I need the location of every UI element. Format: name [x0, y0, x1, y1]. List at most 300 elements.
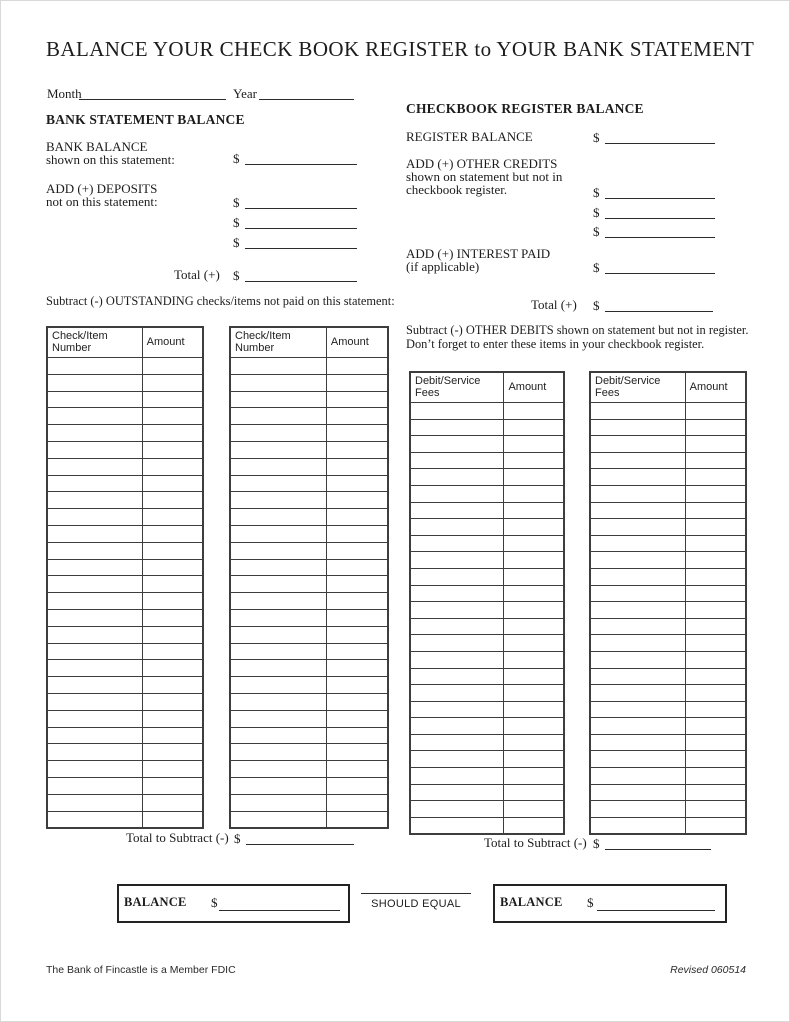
table-cell[interactable] [590, 602, 685, 619]
table-cell[interactable] [504, 651, 564, 668]
month-input-line[interactable] [79, 99, 226, 100]
table-cell[interactable] [326, 542, 388, 559]
other-credit-field-1[interactable] [593, 184, 715, 199]
table-cell[interactable] [47, 408, 142, 425]
dollar-sign: $ [233, 151, 240, 166]
table-cell[interactable] [47, 475, 142, 492]
table-cell[interactable] [504, 618, 564, 635]
table-cell[interactable] [326, 509, 388, 526]
table-row [590, 403, 746, 420]
table-row [230, 542, 388, 559]
table-cell[interactable] [230, 509, 326, 526]
table-cell[interactable] [142, 794, 203, 811]
table-row [230, 710, 388, 727]
table-header-row [590, 372, 746, 403]
table-cell[interactable] [326, 727, 388, 744]
table-cell[interactable] [230, 794, 326, 811]
table-cell[interactable] [504, 469, 564, 486]
other-debits-note-line2: Don’t forget to enter these items in your checkbook register. [406, 337, 705, 351]
table-cell[interactable] [230, 559, 326, 576]
table-cell[interactable] [590, 784, 685, 801]
deposits-label-line1: ADD (+) DEPOSITS [46, 181, 158, 196]
table-cell[interactable] [47, 643, 142, 660]
table-cell[interactable] [590, 535, 685, 552]
table-cell[interactable] [410, 718, 504, 735]
table-cell[interactable] [590, 419, 685, 436]
table-cell[interactable] [47, 559, 142, 576]
bank-balance-result-box [117, 884, 350, 923]
table-cell[interactable] [410, 801, 504, 818]
table-row [590, 535, 746, 552]
table-cell[interactable] [410, 768, 504, 785]
table-row [47, 374, 203, 391]
table-cell[interactable] [504, 751, 564, 768]
other-credit-field-3[interactable] [593, 223, 715, 238]
table-cell[interactable] [590, 651, 685, 668]
table-cell[interactable] [504, 768, 564, 785]
table-cell[interactable] [142, 677, 203, 694]
table-cell[interactable] [504, 602, 564, 619]
deposits-label-line2: not on this statement: [46, 194, 158, 209]
table-cell[interactable] [410, 734, 504, 751]
table-cell[interactable] [47, 727, 142, 744]
table-cell[interactable] [230, 425, 326, 442]
balance-input-line[interactable] [219, 910, 340, 911]
table-row [590, 768, 746, 785]
table-row [410, 768, 564, 785]
table-cell[interactable] [504, 452, 564, 469]
table-cell[interactable] [326, 660, 388, 677]
table-cell[interactable] [410, 602, 504, 619]
table-cell[interactable] [142, 475, 203, 492]
table-cell[interactable] [326, 475, 388, 492]
table-cell[interactable] [230, 626, 326, 643]
table-cell[interactable] [590, 403, 685, 420]
table-cell[interactable] [326, 593, 388, 610]
table-cell[interactable] [326, 761, 388, 778]
table-cell[interactable] [504, 403, 564, 420]
table-cell[interactable] [326, 358, 388, 375]
table-cell[interactable] [142, 643, 203, 660]
table-cell[interactable] [410, 817, 504, 834]
dollar-sign: $ [593, 298, 600, 313]
table-cell[interactable] [326, 492, 388, 509]
dollar-sign: $ [593, 130, 600, 145]
table-row [47, 677, 203, 694]
dollar-sign: $ [233, 268, 240, 283]
table-cell[interactable] [142, 425, 203, 442]
table-cell[interactable] [47, 441, 142, 458]
year-label: Year [233, 86, 257, 101]
table-cell[interactable] [685, 502, 746, 519]
table-cell[interactable] [504, 535, 564, 552]
table-cell[interactable] [142, 744, 203, 761]
table-row [590, 701, 746, 718]
table-cell[interactable] [590, 701, 685, 718]
table-cell[interactable] [590, 768, 685, 785]
table-cell[interactable] [230, 761, 326, 778]
table-cell[interactable] [685, 519, 746, 536]
table-cell[interactable] [230, 660, 326, 677]
checkbook-register-heading: CHECKBOOK REGISTER BALANCE [406, 101, 644, 116]
table-row [47, 609, 203, 626]
table-row [410, 568, 564, 585]
table-cell[interactable] [326, 609, 388, 626]
bank-total-subtract-field[interactable] [234, 830, 354, 845]
table-cell[interactable] [685, 618, 746, 635]
table-cell[interactable] [504, 801, 564, 818]
table-cell[interactable] [590, 817, 685, 834]
table-row [410, 535, 564, 552]
table-cell[interactable] [47, 525, 142, 542]
table-row [230, 609, 388, 626]
table-cell[interactable] [230, 777, 326, 794]
table-cell[interactable] [326, 626, 388, 643]
table-cell[interactable] [326, 576, 388, 593]
table-row [410, 585, 564, 602]
table-cell[interactable] [230, 643, 326, 660]
table-cell[interactable] [504, 485, 564, 502]
dollar-sign: $ [211, 895, 218, 910]
service-fees-table-1 [409, 371, 565, 835]
table-cell[interactable] [326, 458, 388, 475]
table-cell[interactable] [410, 751, 504, 768]
table-cell[interactable] [230, 358, 326, 375]
table-cell[interactable] [504, 519, 564, 536]
table-cell[interactable] [504, 784, 564, 801]
table-cell[interactable] [47, 509, 142, 526]
table-cell[interactable] [326, 794, 388, 811]
table-cell[interactable] [326, 391, 388, 408]
year-input-line[interactable] [259, 99, 354, 100]
table-cell[interactable] [326, 677, 388, 694]
table-cell[interactable] [685, 817, 746, 834]
register-balance-field[interactable] [593, 129, 715, 144]
table-cell[interactable] [685, 452, 746, 469]
table-cell[interactable] [142, 576, 203, 593]
table-cell[interactable] [142, 458, 203, 475]
table-cell[interactable] [142, 509, 203, 526]
table-cell[interactable] [326, 525, 388, 542]
table-cell[interactable] [590, 734, 685, 751]
input-line [246, 831, 355, 845]
table-row [230, 525, 388, 542]
table-cell[interactable] [410, 419, 504, 436]
table-cell[interactable] [410, 403, 504, 420]
table-cell[interactable] [590, 718, 685, 735]
table-row [230, 660, 388, 677]
input-line [605, 130, 716, 144]
table-cell[interactable] [142, 710, 203, 727]
table-cell[interactable] [230, 593, 326, 610]
table-cell[interactable] [142, 626, 203, 643]
table-cell[interactable] [685, 436, 746, 453]
table-cell[interactable] [590, 685, 685, 702]
deposit-field-1[interactable] [233, 194, 357, 209]
table-cell[interactable] [47, 358, 142, 375]
table-cell[interactable] [47, 626, 142, 643]
table-cell[interactable] [504, 701, 564, 718]
table-cell[interactable] [230, 391, 326, 408]
table-cell[interactable] [590, 668, 685, 685]
table-cell[interactable] [326, 777, 388, 794]
table-cell[interactable] [142, 593, 203, 610]
table-cell[interactable] [504, 585, 564, 602]
table-row [590, 585, 746, 602]
table-cell[interactable] [230, 374, 326, 391]
table-cell[interactable] [142, 811, 203, 828]
input-line [245, 268, 358, 282]
table-cell[interactable] [230, 727, 326, 744]
table-cell[interactable] [685, 768, 746, 785]
table-cell[interactable] [410, 668, 504, 685]
table-cell[interactable] [326, 559, 388, 576]
table-cell[interactable] [230, 609, 326, 626]
table-cell[interactable] [685, 552, 746, 569]
table-cell[interactable] [685, 485, 746, 502]
table-cell[interactable] [326, 425, 388, 442]
table-cell[interactable] [230, 710, 326, 727]
table-cell[interactable] [142, 358, 203, 375]
table-cell[interactable] [142, 693, 203, 710]
table-row [410, 734, 564, 751]
table-cell[interactable] [410, 485, 504, 502]
input-line [605, 185, 716, 199]
table-row [230, 643, 388, 660]
table-cell[interactable] [47, 710, 142, 727]
table-cell[interactable] [590, 519, 685, 536]
table-cell[interactable] [47, 458, 142, 475]
interest-paid-label-line1: ADD (+) INTEREST PAID [406, 246, 551, 261]
table-cell[interactable] [590, 552, 685, 569]
register-total-subtract-field[interactable] [593, 835, 711, 850]
table-cell[interactable] [47, 425, 142, 442]
table-cell[interactable] [230, 492, 326, 509]
table-cell[interactable] [685, 734, 746, 751]
table-cell[interactable] [326, 811, 388, 828]
table-cell[interactable] [685, 419, 746, 436]
table-cell[interactable] [590, 618, 685, 635]
table-row [230, 425, 388, 442]
table-cell[interactable] [230, 677, 326, 694]
table-cell[interactable] [47, 660, 142, 677]
table-row [410, 635, 564, 652]
input-line [245, 235, 358, 249]
table-cell[interactable] [504, 436, 564, 453]
table-cell[interactable] [504, 685, 564, 702]
table-cell[interactable] [47, 777, 142, 794]
table-row [590, 519, 746, 536]
table-row [230, 374, 388, 391]
table-cell[interactable] [47, 693, 142, 710]
table-row [590, 602, 746, 619]
table-cell[interactable] [142, 761, 203, 778]
table-cell[interactable] [410, 685, 504, 702]
table-cell[interactable] [47, 677, 142, 694]
table-cell[interactable] [326, 710, 388, 727]
table-cell[interactable] [142, 777, 203, 794]
table-cell[interactable] [685, 701, 746, 718]
check-item-number-header: Check/Item Number [230, 327, 326, 358]
table-cell[interactable] [142, 609, 203, 626]
table-cell[interactable] [47, 609, 142, 626]
table-cell[interactable] [685, 585, 746, 602]
table-cell[interactable] [410, 535, 504, 552]
table-row [47, 710, 203, 727]
table-row [410, 485, 564, 502]
table-cell[interactable] [410, 784, 504, 801]
table-cell[interactable] [142, 492, 203, 509]
table-cell[interactable] [685, 635, 746, 652]
table-cell[interactable] [504, 734, 564, 751]
table-cell[interactable] [504, 635, 564, 652]
table-cell[interactable] [504, 568, 564, 585]
table-cell[interactable] [504, 817, 564, 834]
table-row [230, 475, 388, 492]
table-cell[interactable] [685, 668, 746, 685]
table-cell[interactable] [230, 744, 326, 761]
table-cell[interactable] [142, 525, 203, 542]
table-cell[interactable] [230, 475, 326, 492]
table-cell[interactable] [685, 718, 746, 735]
table-cell[interactable] [590, 751, 685, 768]
table-cell[interactable] [142, 441, 203, 458]
table-row [410, 436, 564, 453]
table-row [47, 391, 203, 408]
table-cell[interactable] [590, 436, 685, 453]
table-cell[interactable] [685, 751, 746, 768]
bank-balance-field[interactable] [233, 150, 357, 165]
table-cell[interactable] [504, 718, 564, 735]
bank-balance-label-line2: shown on this statement: [46, 152, 175, 167]
table-cell[interactable] [142, 559, 203, 576]
table-cell[interactable] [230, 576, 326, 593]
dollar-sign: $ [233, 215, 240, 230]
table-cell[interactable] [685, 651, 746, 668]
table-cell[interactable] [326, 744, 388, 761]
table-cell[interactable] [230, 441, 326, 458]
balance-input-line[interactable] [597, 910, 715, 911]
table-row [47, 744, 203, 761]
table-cell[interactable] [590, 469, 685, 486]
table-cell[interactable] [685, 784, 746, 801]
table-cell[interactable] [504, 552, 564, 569]
table-cell[interactable] [685, 568, 746, 585]
interest-paid-field[interactable] [593, 259, 715, 274]
dollar-sign: $ [233, 235, 240, 250]
table-row [410, 668, 564, 685]
table-cell[interactable] [142, 374, 203, 391]
table-cell[interactable] [230, 525, 326, 542]
table-cell[interactable] [410, 585, 504, 602]
table-cell[interactable] [504, 502, 564, 519]
table-cell[interactable] [685, 685, 746, 702]
table-cell[interactable] [590, 502, 685, 519]
table-row [230, 626, 388, 643]
deposit-field-3[interactable] [233, 234, 357, 249]
table-cell[interactable] [685, 535, 746, 552]
deposit-field-2[interactable] [233, 214, 357, 229]
table-cell[interactable] [590, 585, 685, 602]
table-cell[interactable] [142, 542, 203, 559]
table-cell[interactable] [326, 693, 388, 710]
table-cell[interactable] [230, 693, 326, 710]
table-cell[interactable] [685, 602, 746, 619]
bank-statement-heading: BANK STATEMENT BALANCE [46, 112, 245, 127]
table-cell[interactable] [47, 576, 142, 593]
bank-total-label: Total (+) [174, 267, 220, 282]
table-cell[interactable] [590, 635, 685, 652]
table-cell[interactable] [326, 441, 388, 458]
table-cell[interactable] [230, 811, 326, 828]
table-cell[interactable] [142, 660, 203, 677]
table-row [590, 485, 746, 502]
table-cell[interactable] [230, 408, 326, 425]
table-cell[interactable] [47, 794, 142, 811]
table-cell[interactable] [47, 811, 142, 828]
table-cell[interactable] [410, 618, 504, 635]
table-cell[interactable] [326, 643, 388, 660]
table-row [230, 576, 388, 593]
table-cell[interactable] [410, 436, 504, 453]
table-cell[interactable] [590, 568, 685, 585]
table-cell[interactable] [685, 403, 746, 420]
table-cell[interactable] [47, 744, 142, 761]
table-cell[interactable] [410, 469, 504, 486]
table-row [410, 618, 564, 635]
table-cell[interactable] [590, 485, 685, 502]
bank-total-field[interactable] [233, 267, 357, 282]
table-cell[interactable] [685, 469, 746, 486]
table-cell[interactable] [142, 391, 203, 408]
table-cell[interactable] [410, 635, 504, 652]
table-row [47, 693, 203, 710]
table-cell[interactable] [410, 452, 504, 469]
table-cell[interactable] [410, 552, 504, 569]
register-balance-label: REGISTER BALANCE [406, 129, 533, 144]
table-cell[interactable] [142, 408, 203, 425]
table-cell[interactable] [410, 651, 504, 668]
table-cell[interactable] [590, 452, 685, 469]
table-cell[interactable] [685, 801, 746, 818]
table-cell[interactable] [47, 593, 142, 610]
table-cell[interactable] [230, 458, 326, 475]
table-cell[interactable] [47, 761, 142, 778]
table-cell[interactable] [47, 542, 142, 559]
register-total-field[interactable] [593, 297, 713, 312]
table-row [47, 761, 203, 778]
table-cell[interactable] [410, 568, 504, 585]
table-row [410, 403, 564, 420]
member-fdic-text: The Bank of Fincastle is a Member FDIC [46, 964, 236, 976]
table-cell[interactable] [47, 391, 142, 408]
table-cell[interactable] [47, 374, 142, 391]
table-cell[interactable] [504, 668, 564, 685]
table-cell[interactable] [410, 701, 504, 718]
table-cell[interactable] [504, 419, 564, 436]
table-cell[interactable] [47, 492, 142, 509]
table-cell[interactable] [326, 408, 388, 425]
table-row [590, 452, 746, 469]
table-cell[interactable] [326, 374, 388, 391]
other-credit-field-2[interactable] [593, 204, 715, 219]
table-cell[interactable] [142, 727, 203, 744]
table-cell[interactable] [410, 519, 504, 536]
dollar-sign: $ [593, 185, 600, 200]
table-cell[interactable] [410, 502, 504, 519]
table-cell[interactable] [590, 801, 685, 818]
table-cell[interactable] [230, 542, 326, 559]
